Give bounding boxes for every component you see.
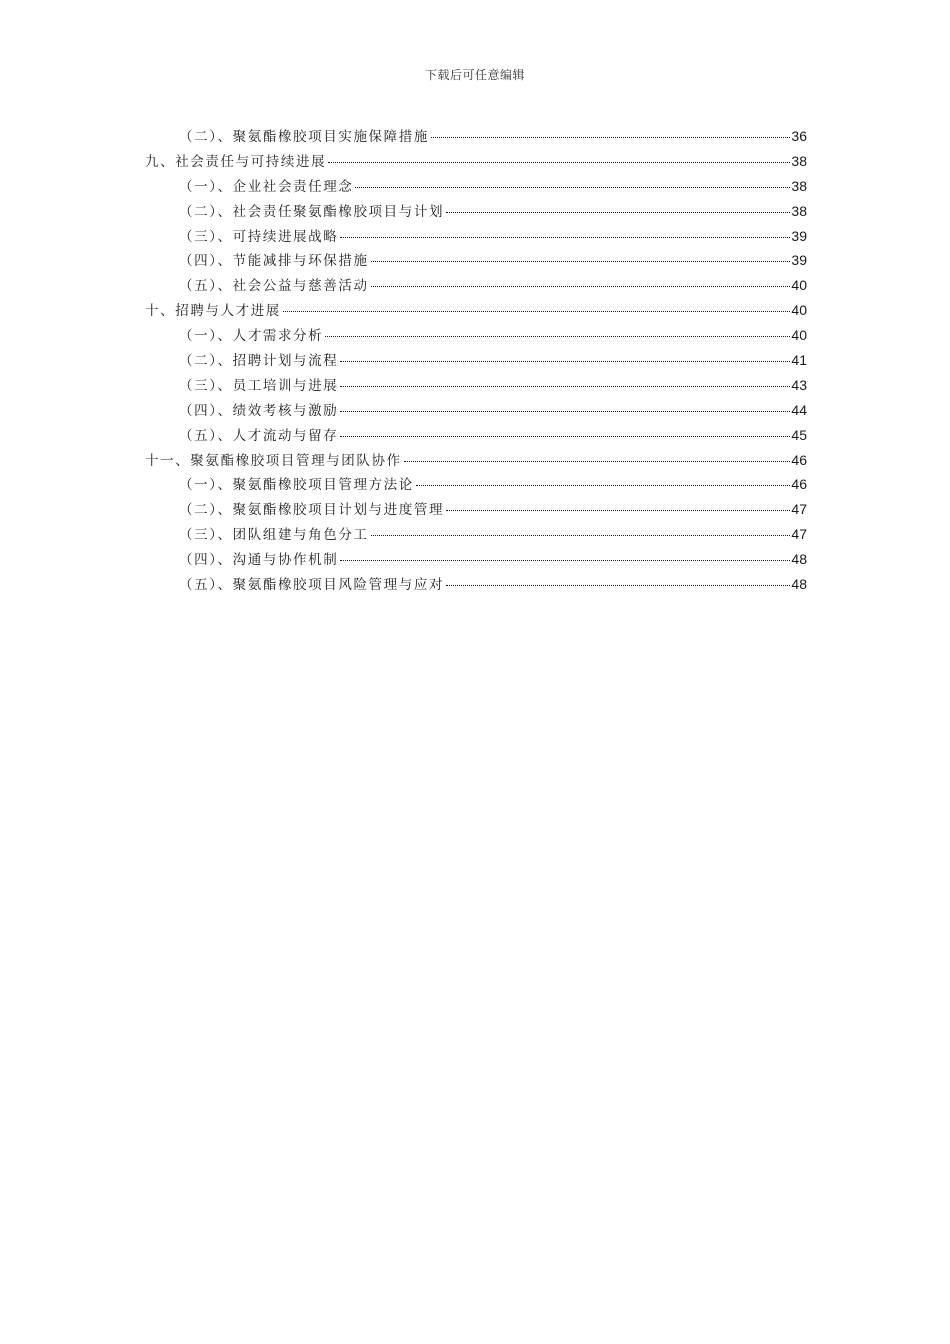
toc-entry-title: （五）、聚氨酯橡胶项目风险管理与应对 — [179, 577, 445, 594]
toc-entry-title: （二）、聚氨酯橡胶项目计划与进度管理 — [179, 502, 445, 519]
toc-entry-page: 38 — [791, 152, 807, 169]
page-header: 下载后可任意编辑 — [424, 68, 525, 82]
toc-entry[interactable] — [145, 323, 807, 348]
toc-entry-page: 47 — [791, 501, 807, 518]
toc-entry-page: 47 — [791, 526, 807, 543]
toc-dot-leader — [371, 534, 791, 536]
toc-dot-leader — [340, 410, 790, 412]
toc-entry-page: 43 — [791, 376, 807, 393]
toc-entry-page: 44 — [791, 401, 807, 418]
toc-entry-title: （一）、企业社会责任理念 — [179, 178, 354, 195]
toc-dot-leader — [340, 360, 790, 362]
toc-dot-leader — [283, 310, 791, 312]
toc-entry-page: 48 — [791, 551, 807, 568]
toc-dot-leader — [416, 484, 791, 486]
toc-dot-leader — [431, 136, 790, 138]
toc-entry-title: （二）、聚氨酯橡胶项目实施保障措施 — [179, 129, 429, 145]
toc-entry[interactable] — [145, 423, 807, 448]
toc-entry-page: 39 — [791, 227, 807, 244]
toc-entry-page: 40 — [791, 302, 807, 319]
toc-dot-leader — [371, 260, 791, 262]
toc-dot-leader — [446, 509, 790, 511]
toc-entry[interactable] — [145, 174, 807, 199]
toc-entry[interactable] — [145, 273, 807, 298]
toc-entry-title: （一）、聚氨酯橡胶项目管理方法论 — [179, 477, 414, 494]
toc-entry-page: 45 — [791, 426, 807, 443]
toc-dot-leader — [355, 186, 790, 188]
toc-entry-title: （四）、绩效考核与激励 — [179, 402, 339, 419]
toc-dot-leader — [404, 460, 791, 462]
toc-entry-title: （五）、社会公益与慈善活动 — [179, 278, 369, 295]
table-of-contents — [145, 124, 807, 597]
toc-entry-title: 十一、聚氨酯橡胶项目管理与团队协作 — [145, 452, 402, 469]
toc-entry-page: 40 — [791, 327, 807, 344]
toc-dot-leader — [446, 211, 790, 213]
toc-entry[interactable] — [145, 547, 807, 572]
toc-entry-page: 38 — [791, 177, 807, 194]
toc-entry-title: （二）、社会责任聚氨酯橡胶项目与计划 — [179, 203, 445, 220]
toc-dot-leader — [340, 559, 790, 561]
toc-entry-page: 40 — [791, 277, 807, 294]
toc-entry-page: 39 — [791, 252, 807, 269]
toc-dot-leader — [340, 385, 790, 387]
toc-entry[interactable] — [145, 572, 807, 597]
toc-entry-title: （一）、人才需求分析 — [179, 328, 324, 345]
toc-dot-leader — [446, 584, 790, 586]
toc-dot-leader — [340, 236, 790, 238]
toc-entry[interactable] — [145, 448, 807, 473]
toc-entry[interactable] — [145, 472, 807, 497]
toc-entry-page: 46 — [791, 476, 807, 493]
toc-entry-title: 十、招聘与人才进展 — [145, 303, 281, 320]
toc-entry-page: 41 — [791, 352, 807, 369]
toc-entry[interactable] — [145, 124, 807, 149]
toc-entry-title: （三）、团队组建与角色分工 — [179, 527, 369, 544]
toc-dot-leader — [325, 335, 790, 337]
toc-dot-leader — [328, 161, 790, 163]
toc-entry[interactable] — [145, 522, 807, 547]
toc-entry[interactable] — [145, 224, 807, 249]
toc-entry-title: （三）、员工培训与进展 — [179, 377, 339, 394]
toc-entry[interactable] — [145, 348, 807, 373]
toc-entry-page: 46 — [791, 451, 807, 468]
toc-entry[interactable] — [145, 199, 807, 224]
toc-entry[interactable] — [145, 298, 807, 323]
toc-dot-leader — [371, 285, 791, 287]
toc-entry-page: 36 — [791, 128, 807, 144]
toc-entry[interactable] — [145, 497, 807, 522]
toc-entry-title: （三）、可持续进展战略 — [179, 228, 339, 245]
toc-entry[interactable] — [145, 373, 807, 398]
toc-entry-title: （四）、沟通与协作机制 — [179, 552, 339, 569]
toc-entry-title: （四）、节能减排与环保措施 — [179, 253, 369, 270]
toc-entry-title: 九、社会责任与可持续进展 — [145, 153, 327, 170]
toc-entry-page: 38 — [791, 202, 807, 219]
toc-entry[interactable] — [145, 149, 807, 174]
toc-entry-title: （五）、人才流动与留存 — [179, 427, 339, 444]
toc-entry[interactable] — [145, 398, 807, 423]
toc-entry-page: 48 — [791, 576, 807, 593]
toc-entry[interactable] — [145, 248, 807, 273]
toc-dot-leader — [340, 435, 790, 437]
toc-entry-title: （二）、招聘计划与流程 — [179, 353, 339, 370]
